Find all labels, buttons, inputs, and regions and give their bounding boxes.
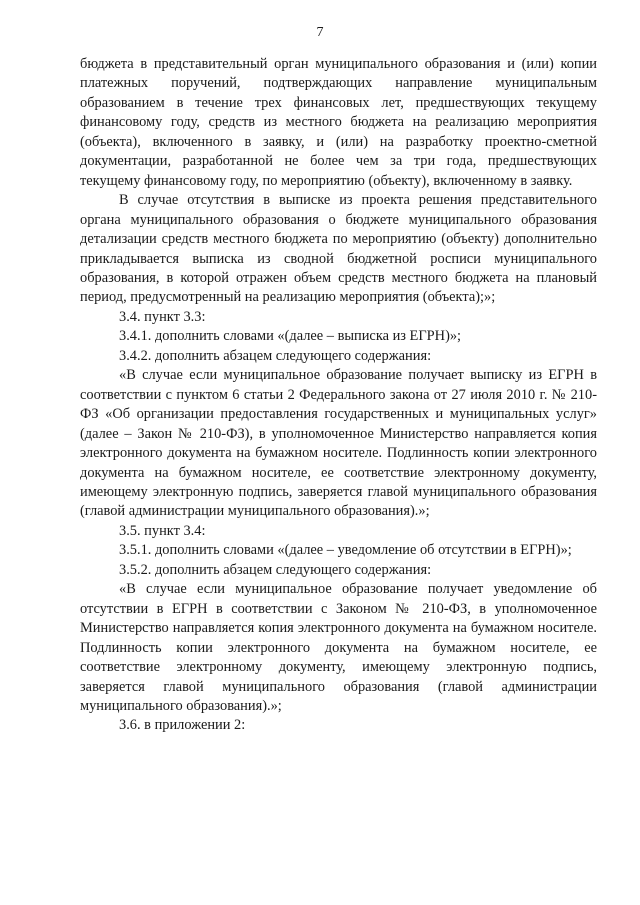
item-3-4-2: 3.4.2. дополнить абзацем следующего содержания: xyxy=(119,347,432,364)
item-3-5-2: 3.5.2. дополнить абзацем следующего содержания: xyxy=(119,561,432,578)
item-3-4: 3.4. пункт 3.3: xyxy=(119,308,206,325)
document-body xyxy=(80,55,597,736)
paragraph-egrn-notice: «В случае если муниципальное образование получает уведомление об отсутствии в ЕГРН в соответствии с Законом № 210-ФЗ, в уполномоченное Министерство направляется копия электронного документа на бумажном носителе. Подлинность копии электронного документа на бумажном носителе, ее соответствие электронному документу, имеющему электронную подпись, заверяется главой муниципального образования (главой администрации муниципального образования).»; xyxy=(80,581,597,714)
paragraph-budget-detail: В случае отсутствия в выписке из проекта решения представительного органа муниципального образования о бюджете муниципального образования детализации средств местного бюджета по мероприятию (объекту) дополнительно прикладывается выписка из сводной бюджетной росписи муниципального образования, в которой отражен объем средств местного бюджета на плановый период, предусмотренный на реализацию мероприятия (объекта);»; xyxy=(80,192,597,306)
paragraph-continuation: бюджета в представительный орган муниципального образования и (или) копии платежных поручений, подтверждающих направление муниципальным образованием в течение трех финансовых лет, предшествующих текущему финансовому году, средств из местного бюджета на реализацию мероприятия (объекта), включенного в заявку, и (или) на разработку проектно-сметной документации, разработанной не более чем за три года, предшествующих текущему финансовому году, по мероприятию (объекту), включенному в заявку. xyxy=(80,56,597,189)
item-3-4-1: 3.4.1. дополнить словами «(далее – выписка из ЕГРН)»; xyxy=(119,328,462,345)
item-3-5: 3.5. пункт 3.4: xyxy=(119,522,206,539)
item-3-5-1: 3.5.1. дополнить словами «(далее – уведомление об отсутствии в ЕГРН)»; xyxy=(119,542,572,559)
paragraph-egrn-extract: «В случае если муниципальное образование получает выписку из ЕГРН в соответствии с пунктом 6 статьи 2 Федерального закона от 27 июля 2010 г. № 210-ФЗ «Об организации предоставления государственных и муниципальных услуг» (далее – Закон № 210-ФЗ), в уполномоченное Министерство направляется копия электронного документа на бумажном носителе. Подлинность копии электронного документа на бумажном носителе, ее соответствие электронному документу, имеющему электронную подпись, заверяется главой муниципального образования (главой администрации муниципального образования).»; xyxy=(80,367,597,520)
page-number: 7 xyxy=(316,25,324,40)
item-3-6: 3.6. в приложении 2: xyxy=(119,717,246,734)
